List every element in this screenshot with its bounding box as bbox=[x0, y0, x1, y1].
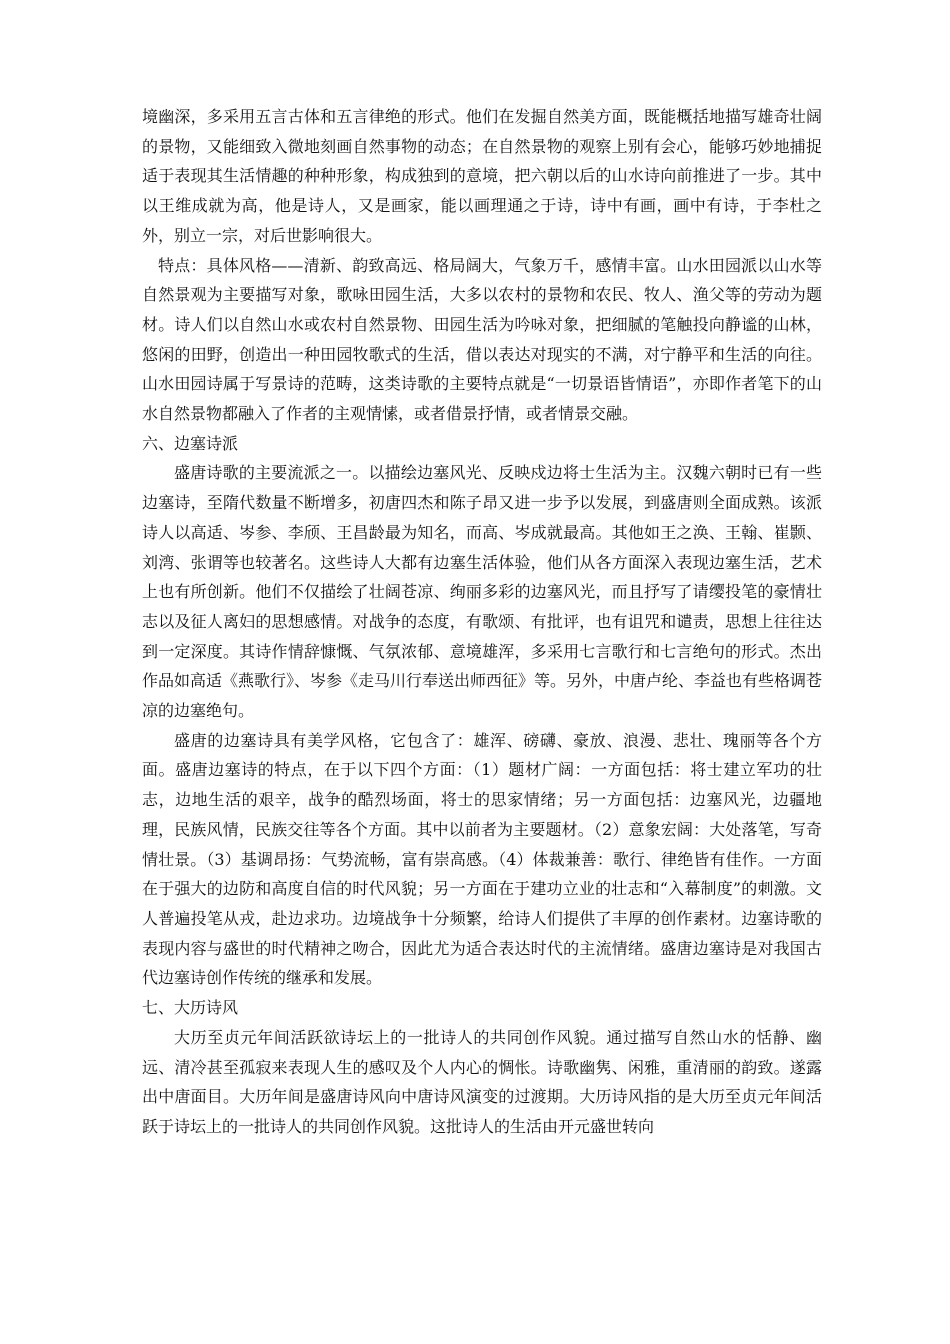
paragraph-landscape-features: 特点：具体风格——清新、韵致高远、格局阔大，气象万千，感情丰富。山水田园派以山水等自然景观为主要描写对象，歌咏田园生活，大多以农村的景物和农民、牧人、渔父等的劳动为题材。诗人们以自然山水或农村自然景物、田园生活为吟咏对象，把细腻的笔触投向静谧的山林，悠闲的田野，创造出一种田园牧歌式的生活，借以表达对现实的不满，对宁静平和生活的向往。山水田园诗属于写景诗的范畴，这类诗歌的主要特点就是“一切景语皆情语”，亦即作者笔下的山水自然景物都融入了作者的主观情愫，或者借景抒情，或者情景交融。 bbox=[142, 255, 822, 424]
paragraph-dali-style: 大历至贞元年间活跃欲诗坛上的一批诗人的共同创作风貌。通过描写自然山水的恬静、幽远、清冷甚至孤寂来表现人生的感叹及个人内心的惆怅。诗歌幽隽、闲雅，重清丽的韵致。遂露出中唐面目。大历年间是盛唐诗风向中唐诗风演变的过渡期。大历诗风指的是大历至贞元年间活跃于诗坛上的一批诗人的共同创作风貌。这批诗人的生活由开元盛世转向 bbox=[142, 1027, 822, 1136]
paragraph-landscape-poets-continued: 境幽深，多采用五言古体和五言律绝的形式。他们在发掘自然美方面，既能概括地描写雄奇壮阔的景物，又能细致入微地刻画自然事物的动态；在自然景物的观察上别有会心，能够巧妙地捕捉适于表现其生活情趣的种种形象，构成独到的意境，把六朝以后的山水诗向前推进了一步。其中以王维成就为高，他是诗人，又是画家，能以画理通之于诗，诗中有画，画中有诗，于李杜之外，别立一宗，对后世影响很大。 bbox=[142, 107, 822, 245]
paragraph-frontier-features: 盛唐的边塞诗具有美学风格，它包含了：雄浑、磅礴、豪放、浪漫、悲壮、瑰丽等各个方面。盛唐边塞诗的特点，在于以下四个方面：（1）题材广阔：一方面包括：将士建立军功的壮志，边地生活的艰辛，战争的酷烈场面，将士的思家情绪；另一方面包括：边塞风光，边疆地理，民族风情，民族交往等各个方面。其中以前者为主要题材。（2）意象宏阔：大处落笔，写奇情壮景。（3）基调昂扬：气势流畅，富有崇高感。（4）体裁兼善：歌行、律绝皆有佳作。一方面在于强大的边防和高度自信的时代风貌；另一方面在于建功立业的壮志和“入幕制度”的刺激。文人普遍投笔从戎，赴边求功。边境战争十分频繁，给诗人们提供了丰厚的创作素材。边塞诗歌的表现内容与盛世的时代精神之吻合，因此尤为适合表达时代的主流情绪。盛唐边塞诗是对我国古代边塞诗创作传统的继承和发展。 bbox=[142, 730, 822, 988]
document-body bbox=[142, 102, 822, 1142]
section-heading-frontier-school: 六、边塞诗派 bbox=[142, 433, 239, 453]
paragraph-frontier-school: 盛唐诗歌的主要流派之一。以描绘边塞风光、反映戍边将士生活为主。汉魏六朝时已有一些边塞诗，至隋代数量不断增多，初唐四杰和陈子昂又进一步予以发展，到盛唐则全面成熟。该派诗人以高适、岑参、李颀、王昌龄最为知名，而高、岑成就最高。其他如王之涣、王翰、崔颢、刘湾、张谓等也较著名。这些诗人大都有边塞生活体验，他们从各方面深入表现边塞生活，艺术上也有所创新。他们不仅描绘了壮阔苍凉、绚丽多彩的边塞风光，而且抒写了请缨投笔的豪情壮志以及征人离妇的思想感情。对战争的态度，有歌颂、有批评，也有诅咒和谴责，思想上往往达到一定深度。其诗作情辞慷慨、气氛浓郁、意境雄浑，多采用七言歌行和七言绝句的形式。杰出作品如高适《燕歌行》、岑参《走马川行奉送出师西征》等。另外，中唐卢纶、李益也有些格调苍凉的边塞绝句。 bbox=[142, 463, 823, 721]
section-heading-dali-style: 七、大历诗风 bbox=[142, 998, 239, 1018]
